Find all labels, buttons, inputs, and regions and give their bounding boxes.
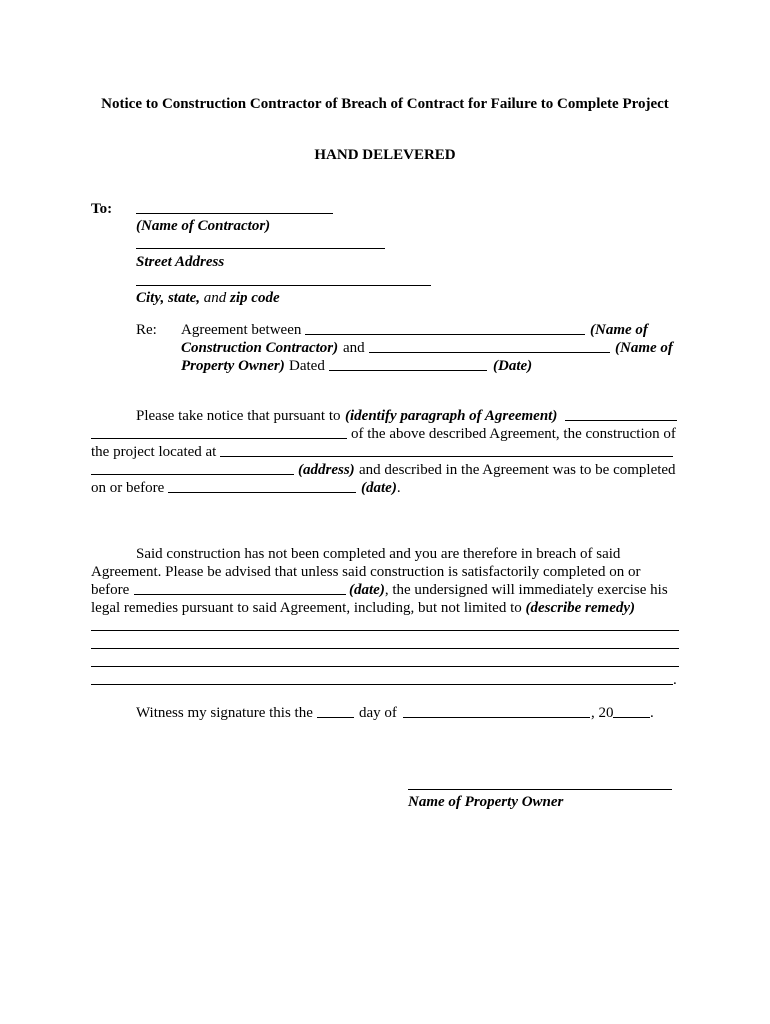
construction-contractor-label: Construction Contractor) (181, 340, 339, 356)
date-label: (Date) (493, 358, 533, 374)
para1-text4: and described in the Agreement was to be completed (359, 462, 676, 478)
dated-text: Dated (289, 358, 325, 374)
identify-paragraph-label: (identify paragraph of Agreement) (345, 408, 558, 424)
paragraph-blank-2 (91, 438, 347, 439)
para2-before: before (91, 582, 130, 598)
address-blank (91, 474, 294, 475)
remedy-line-4 (91, 684, 673, 685)
para2-line3: (date), the undersigned will immediately exercise his (349, 582, 668, 598)
para2-line1: Said construction has not been completed and you are therefore in breach of said (136, 546, 621, 562)
and-text: and (343, 340, 365, 356)
signature-line (408, 789, 672, 790)
property-owner-label: Property Owner) (181, 358, 285, 374)
contractor-name-line (136, 213, 333, 214)
owner-blank (369, 352, 610, 353)
date-blank (329, 370, 487, 371)
delivery-method: HAND DELEVERED (314, 147, 456, 163)
completion-date-label: (date). (361, 480, 401, 496)
para1-text3: the project located at (91, 444, 217, 460)
project-location-blank (220, 456, 673, 457)
contractor-blank (305, 334, 585, 335)
re-label: Re: (136, 322, 157, 338)
street-address-line (136, 248, 385, 249)
remedy-line-1 (91, 630, 679, 631)
to-label: To: (91, 201, 113, 217)
para2-line4: legal remedies pursuant to said Agreement, including, but not limited to (describe remedy) (91, 600, 636, 616)
para1-text2: of the above described Agreement, the construction of (351, 426, 676, 442)
signature-label: Name of Property Owner (408, 794, 564, 810)
street-address-label: Street Address (136, 254, 225, 270)
name-of-label: (Name of (590, 322, 648, 338)
city-state-zip-line (136, 285, 431, 286)
city-state-zip-label: City, state, and zip code (136, 290, 280, 306)
witness-text2: day of (359, 705, 397, 721)
agreement-between-text: Agreement between (181, 322, 302, 338)
paragraph-blank-1 (565, 420, 677, 421)
page-title: Notice to Construction Contractor of Breach of Contract for Failure to Complete Project (101, 96, 669, 112)
cure-date-blank (134, 594, 346, 595)
para2-line2: Agreement. Please be advised that unless said construction is satisfactorily completed on or (91, 564, 641, 580)
witness-period: . (650, 705, 654, 721)
day-blank (317, 717, 354, 718)
remedy-period: . (673, 672, 677, 688)
para1-text1: Please take notice that pursuant to (136, 408, 341, 424)
address-label: (address) (298, 462, 355, 478)
name-of-label-2: (Name of (615, 340, 673, 356)
contractor-name-label: (Name of Contractor) (136, 218, 271, 234)
completion-date-blank (168, 492, 356, 493)
remedy-line-2 (91, 648, 679, 649)
remedy-line-3 (91, 666, 679, 667)
witness-text3: , 20 (591, 705, 614, 721)
month-blank (403, 717, 590, 718)
para1-text5: on or before (91, 480, 165, 496)
year-blank (613, 717, 650, 718)
witness-text1: Witness my signature this the (136, 705, 313, 721)
